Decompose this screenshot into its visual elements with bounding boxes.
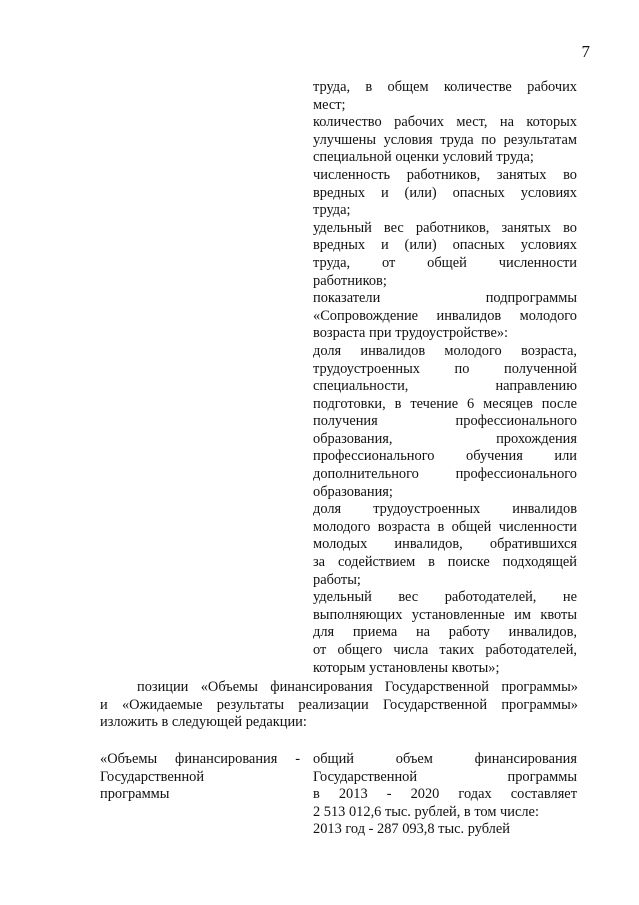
text-line: труда;	[313, 202, 351, 219]
text-line: специальной оценки условий труда;	[313, 149, 534, 166]
text-line: мест;	[313, 96, 346, 113]
text-line: специальности, направлению	[313, 378, 577, 395]
text-line: молодого возраста в общей численности	[313, 518, 577, 535]
text-line: возраста при трудоустройстве»:	[313, 325, 509, 342]
text-line: «Сопровождение инвалидов молодого	[313, 307, 577, 324]
text-line: вредных и (или) опасных условиях	[313, 237, 577, 254]
body-paragraph	[100, 679, 578, 732]
table-label-line: Государственной	[100, 768, 205, 785]
text-line: подготовки, в течение 6 месяцев после	[313, 395, 577, 412]
paragraph-line: изложить в следующей редакции:	[100, 714, 307, 731]
text-line: работы;	[313, 571, 361, 588]
text-line: выполняющих установленные им квоты	[313, 606, 577, 623]
paragraph-line: позиции «Объемы финансирования Государственной программы»	[137, 679, 578, 695]
text-line: получения профессионального	[313, 413, 577, 430]
table-label-line: «Объемы финансирования -	[100, 751, 300, 767]
right-column-text	[313, 79, 577, 677]
table-value-line: в 2013 - 2020 годах составляет	[313, 786, 577, 803]
page-number: 7	[581, 42, 590, 61]
table-value-line: Государственной программы	[313, 768, 577, 785]
text-line: труда, в общем количестве рабочих	[313, 79, 577, 95]
table-label-line: программы	[100, 786, 170, 803]
text-line: которым установлены квоты»;	[313, 659, 500, 676]
text-line: от общего числа таких работодателей,	[313, 642, 577, 658]
text-line: дополнительного профессионального	[313, 466, 577, 483]
text-line: численность работников, занятых во	[313, 166, 577, 183]
text-line: удельный вес работников, занятых во	[313, 219, 577, 236]
text-line: молодых инвалидов, обратившихся	[313, 536, 577, 553]
text-line: количество рабочих мест, на которых	[313, 114, 577, 131]
table-value-line: общий объем финансирования	[313, 751, 577, 767]
text-line: доля инвалидов молодого возраста,	[313, 342, 577, 359]
table-cell-label	[100, 751, 300, 804]
table-cell-value	[313, 751, 577, 839]
text-line: образования;	[313, 483, 393, 500]
text-line: улучшены условия труда по результатам	[313, 131, 577, 148]
text-line: для приема на работу инвалидов,	[313, 624, 577, 641]
text-line: вредных и (или) опасных условиях	[313, 184, 577, 201]
table-value-line: 2 513 012,6 тыс. рублей, в том числе:	[313, 803, 539, 820]
text-line: удельный вес работодателей, не	[313, 589, 577, 606]
text-line: за содействием в поиске подходящей	[313, 554, 577, 571]
text-line: работников;	[313, 272, 387, 289]
text-line: трудоустроенных по полученной	[313, 360, 577, 377]
text-line: образования, прохождения	[313, 430, 577, 447]
table-value-line: 2013 год - 287 093,8 тыс. рублей	[313, 821, 510, 838]
text-line: доля трудоустроенных инвалидов	[313, 501, 577, 518]
text-line: профессионального обучения или	[313, 448, 577, 465]
text-line: показатели подпрограммы	[313, 290, 577, 307]
text-line: труда, от общей численности	[313, 254, 577, 271]
paragraph-line: и «Ожидаемые результаты реализации Государственной программы»	[100, 696, 578, 713]
